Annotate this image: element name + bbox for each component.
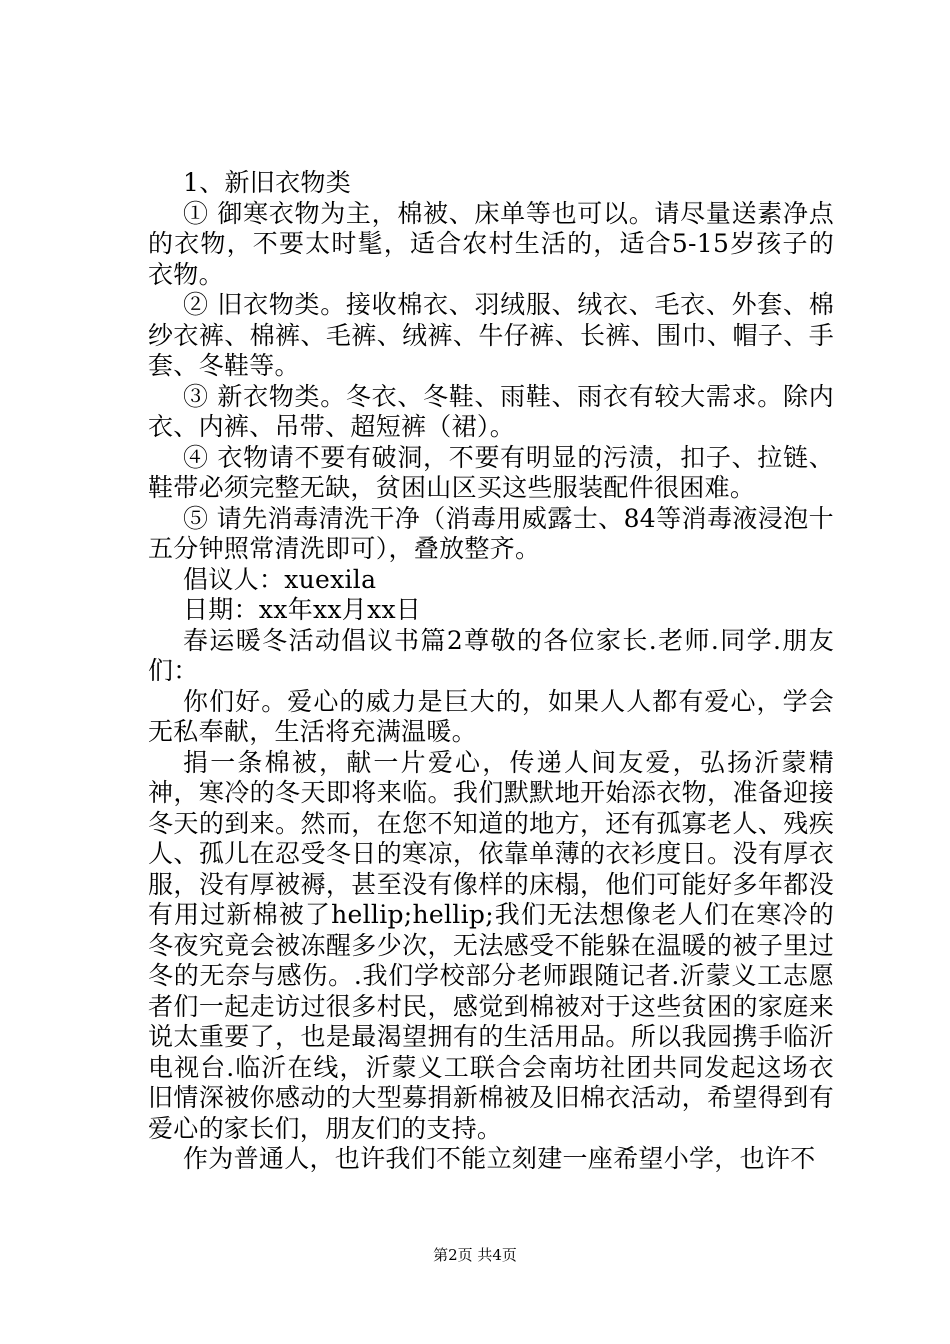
list-item: ① 御寒衣物为主，棉被、床单等也可以。请尽量送素净点的衣物，不要太时髦，适合农村生活的，适合5-15岁孩子的衣物。: [148, 198, 834, 289]
letter-title: 春运暖冬活动倡议书篇2尊敬的各位家长.老师.同学.朋友们：: [148, 625, 834, 685]
page-number: 第2页: [433, 1246, 473, 1264]
list-item: ② 旧衣物类。接收棉衣、羽绒服、绒衣、毛衣、外套、棉纱衣裤、棉裤、毛裤、绒裤、牛仔裤、长裤、围巾、帽子、手套、冬鞋等。: [148, 290, 834, 380]
paragraph: 作为普通人，也许我们不能立刻建一座希望小学，也许不: [183, 1144, 816, 1173]
page-footer: [0, 1245, 950, 1265]
date-line: 日期：xx年xx月xx日: [183, 595, 422, 624]
page-total: 共4页: [477, 1246, 517, 1264]
list-item: ④ 衣物请不要有破洞，不要有明显的污渍，扣子、拉链、鞋带必须完整无缺，贫困山区买这些服装配件很困难。: [148, 442, 834, 502]
document-body: [148, 168, 834, 1175]
paragraph: 你们好。爱心的威力是巨大的，如果人人都有爱心，学会无私奉献，生活将充满温暖。: [148, 686, 834, 746]
signer-line: 倡议人：xuexila: [183, 564, 377, 594]
list-item: ⑤ 请先消毒清洗干净（消毒用威露士、84等消毒液浸泡十五分钟照常清洗即可），叠放整齐。: [148, 503, 834, 563]
section-heading: 1、新旧衣物类: [183, 168, 352, 197]
list-item: ③ 新衣物类。冬衣、冬鞋、雨鞋、雨衣有较大需求。除内衣、内裤、吊带、超短裤（裙）。: [148, 381, 834, 441]
paragraph: 捐一条棉被，献一片爱心，传递人间友爱，弘扬沂蒙精神，寒冷的冬天即将来临。我们默默地开始添衣物，准备迎接冬天的到来。然而，在您不知道的地方，还有孤寡老人、残疾人、孤儿在忍受冬日的寒凉，依靠单薄的衣衫度日。没有厚衣服，没有厚被褥，甚至没有像样的床榻，他们可能好多年都没有用过新棉被了hellip;hellip;我们无法想像老人们在寒冷的冬夜究竟会被冻醒多少次，无法感受不能躲在温暖的被子里过冬的无奈与感伤。.我们学校部分老师跟随记者.沂蒙义工志愿者们一起走访过很多村民，感觉到棉被对于这些贫困的家庭来说太重要了，也是最渴望拥有的生活用品。所以我园携手临沂电视台.临沂在线，沂蒙义工联合会南坊社团共同发起这场衣旧情深被你感动的大型募捐新棉被及旧棉衣活动，希望得到有爱心的家长们，朋友们的支持。: [148, 747, 834, 1143]
